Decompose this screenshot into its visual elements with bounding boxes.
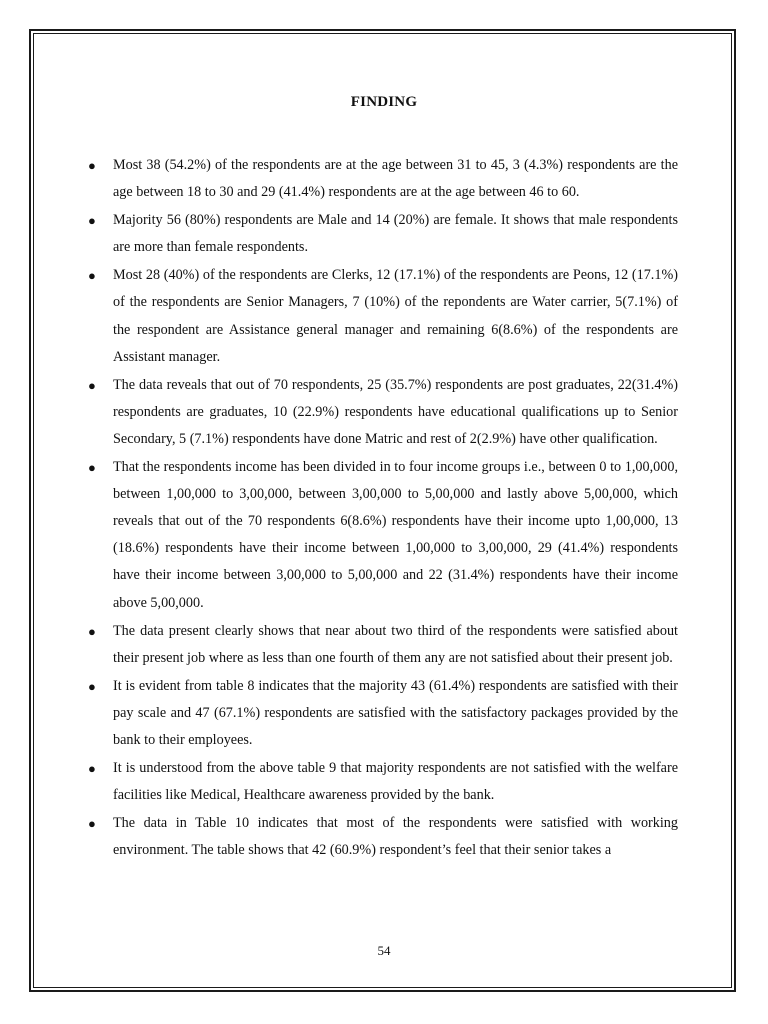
bullet-icon: ● [88,213,96,229]
bullet-icon: ● [88,158,96,173]
finding-text: The data reveals that out of 70 respondents, 25 (35.7%) respondents are post graduates, 22(31.4%) respondents are graduates, 10 (22.9%) respondents have educational qualifications up to Senior Secondary, 5 (7.1%) respondents have done Matric and rest of 2(2.9%) have other qualification. [113,376,678,447]
finding-text: It is evident from table 8 indicates that the majority 43 (61.4%) respondents are satisfied with their pay scale and 47 (67.1%) respondents are satisfied with the satisfactory packages provided by the bank to their employees. [113,677,678,748]
page-number: 54 [377,943,391,958]
finding-item-designation [86,262,678,370]
page-title: FINDING [350,94,418,110]
finding-text: The data in Table 10 indicates that most of the respondents were satisfied with working environment. The table shows that 42 (60.9%) respondent’s feel that their senior takes a [113,815,678,859]
finding-text: It is understood from the above table 9 that majority respondents are not satisfied with the welfare facilities like Medical, Healthcare awareness provided by the bank. [113,760,678,804]
finding-text: Most 28 (40%) of the respondents are Clerks, 12 (17.1%) of the respondents are Peons, 12 (17.1%) of the respondents are Senior Managers, 7 (10%) of the repondents are Water carrier, 5(7.1%) of the respondent are Assistance general manager and remaining 6(8.6%) of the respondents are Assistant manager. [113,267,678,365]
finding-item-gender [86,207,678,261]
bullet-icon: ● [88,623,96,639]
finding-item-income [86,454,678,617]
finding-item-age [86,152,678,206]
bullet-icon: ● [88,678,96,694]
bullet-icon: ● [88,268,96,284]
finding-item-qualification [86,372,678,453]
bullet-icon: ● [88,460,96,476]
finding-text: Most 38 (54.2%) of the respondents are at the age between 31 to 45, 3 (4.3%) respondents are the age between 18 to 30 and 29 (41.4%) respondents are at the age between 46 to 60. [113,157,678,201]
finding-item-environment [86,810,678,864]
finding-text: Majority 56 (80%) respondents are Male and 14 (20%) are female. It shows that male respondents are more than female respondents. [113,212,678,256]
finding-item-job-satisfaction [86,618,678,672]
finding-item-welfare [86,755,678,809]
bullet-icon: ● [88,761,96,777]
findings-list [86,152,678,865]
bullet-icon: ● [88,377,96,393]
finding-text: The data present clearly shows that near about two third of the respondents were satisfied about their present job where as less than one fourth of them any are not satisfied about their present job. [113,622,678,666]
finding-text: That the respondents income has been divided in to four income groups i.e., between 0 to 1,00,000, between 1,00,000 to 3,00,000, between 3,00,000 to 5,00,000 and lastly above 5,00,000, which reveals that out of the 70 respondents 6(8.6%) respondents have their income upto 1,00,000, 13 (18.6%) respondents have their income between 1,00,000 to 3,00,000, 29 (41.4%) respondents have their income between 3,00,000 to 5,00,000 and 22 (31.4%) respondents have their income above 5,00,000. [113,459,678,611]
bullet-icon: ● [88,816,96,832]
finding-item-pay-scale [86,673,678,754]
